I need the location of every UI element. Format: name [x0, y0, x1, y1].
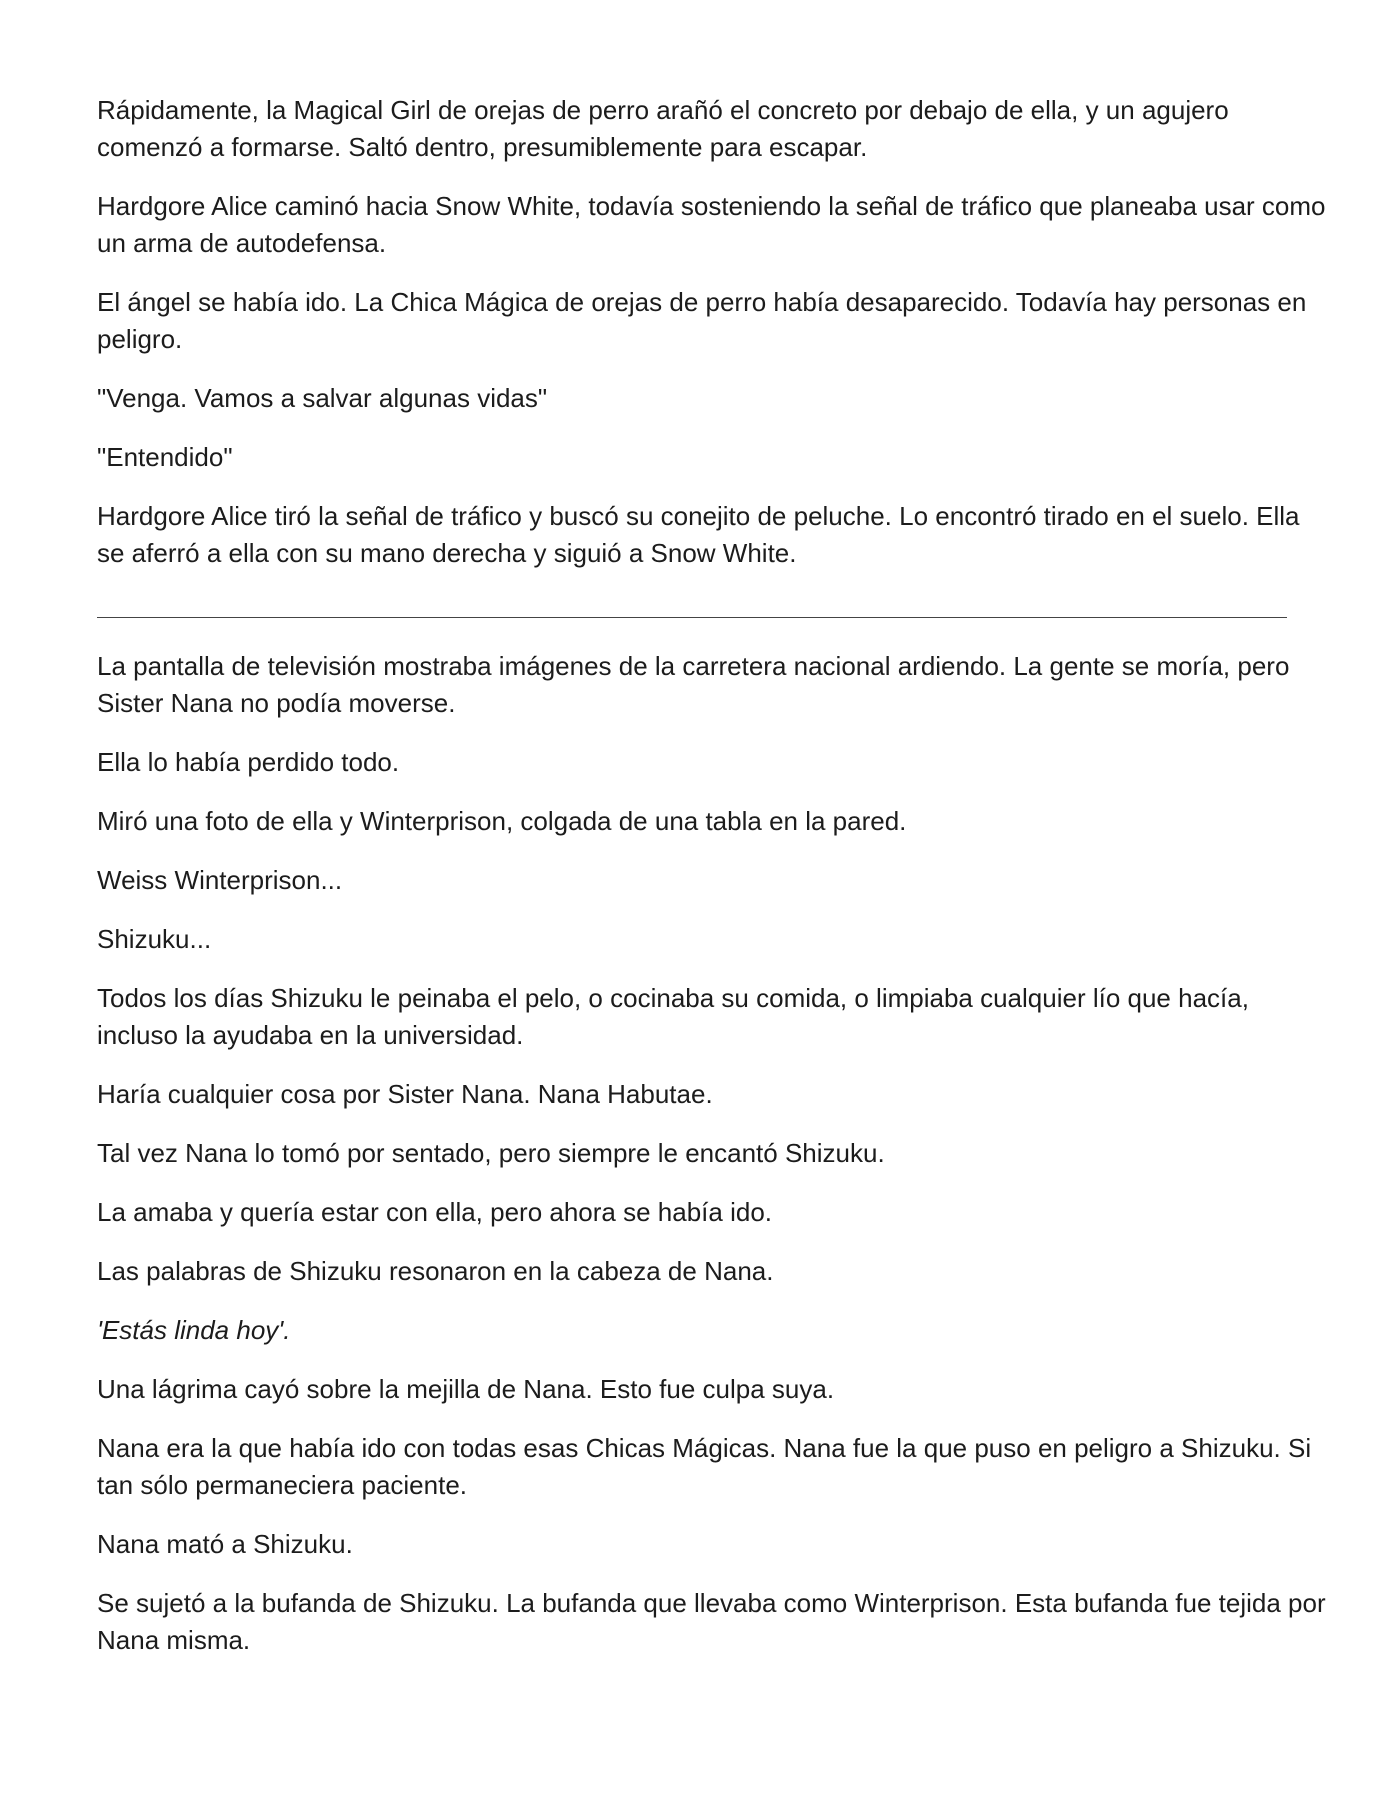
paragraph: Rápidamente, la Magical Girl de orejas de perro arañó el concreto por debajo de ella, y un agujero comenzó a formarse. Saltó dentro, presumiblemente para escapar.: [97, 95, 1229, 162]
paragraph: La pantalla de televisión mostraba imágenes de la carretera nacional ardiendo. La gente se moría, pero Sister Nana no podía moverse.: [97, 651, 1290, 718]
paragraph: Nana mató a Shizuku.: [97, 1529, 353, 1559]
paragraph: Haría cualquier cosa por Sister Nana. Nana Habutae.: [97, 1079, 713, 1109]
paragraph: La amaba y quería estar con ella, pero ahora se había ido.: [97, 1197, 772, 1227]
dialogue-line: "Entendido": [97, 442, 233, 472]
paragraph: Una lágrima cayó sobre la mejilla de Nana. Esto fue culpa suya.: [97, 1374, 835, 1404]
paragraph: Nana era la que había ido con todas esas Chicas Mágicas. Nana fue la que puso en peligro a Shizuku. Si tan sólo permaneciera paciente.: [97, 1433, 1312, 1500]
paragraph: Weiss Winterprison...: [97, 865, 343, 895]
paragraph: Hardgore Alice tiró la señal de tráfico y buscó su conejito de peluche. Lo encontró tirado en el suelo. Ella se aferró a ella con su mano derecha y siguió a Snow White.: [97, 501, 1300, 568]
dialogue-line: "Venga. Vamos a salvar algunas vidas": [97, 383, 548, 413]
paragraph: Se sujetó a la bufanda de Shizuku. La bufanda que llevaba como Winterprison. Esta bufanda fue tejida por Nana misma.: [97, 1588, 1326, 1655]
section-divider: [97, 617, 1287, 618]
document-page: [97, 92, 1327, 1681]
paragraph: El ángel se había ido. La Chica Mágica de orejas de perro había desaparecido. Todavía hay personas en peligro.: [97, 287, 1307, 354]
paragraph: Ella lo había perdido todo.: [97, 747, 400, 777]
section-one: [97, 92, 1327, 572]
italic-quote: 'Estás linda hoy'.: [97, 1315, 291, 1345]
paragraph: Shizuku...: [97, 924, 212, 954]
paragraph: Miró una foto de ella y Winterprison, colgada de una tabla en la pared.: [97, 806, 907, 836]
paragraph: Las palabras de Shizuku resonaron en la cabeza de Nana.: [97, 1256, 774, 1286]
section-two: [97, 648, 1327, 1659]
paragraph: Hardgore Alice caminó hacia Snow White, todavía sosteniendo la señal de tráfico que planeaba usar como un arma de autodefensa.: [97, 191, 1326, 258]
paragraph: Todos los días Shizuku le peinaba el pelo, o cocinaba su comida, o limpiaba cualquier lío que hacía, incluso la ayudaba en la universidad.: [97, 983, 1249, 1050]
paragraph: Tal vez Nana lo tomó por sentado, pero siempre le encantó Shizuku.: [97, 1138, 885, 1168]
